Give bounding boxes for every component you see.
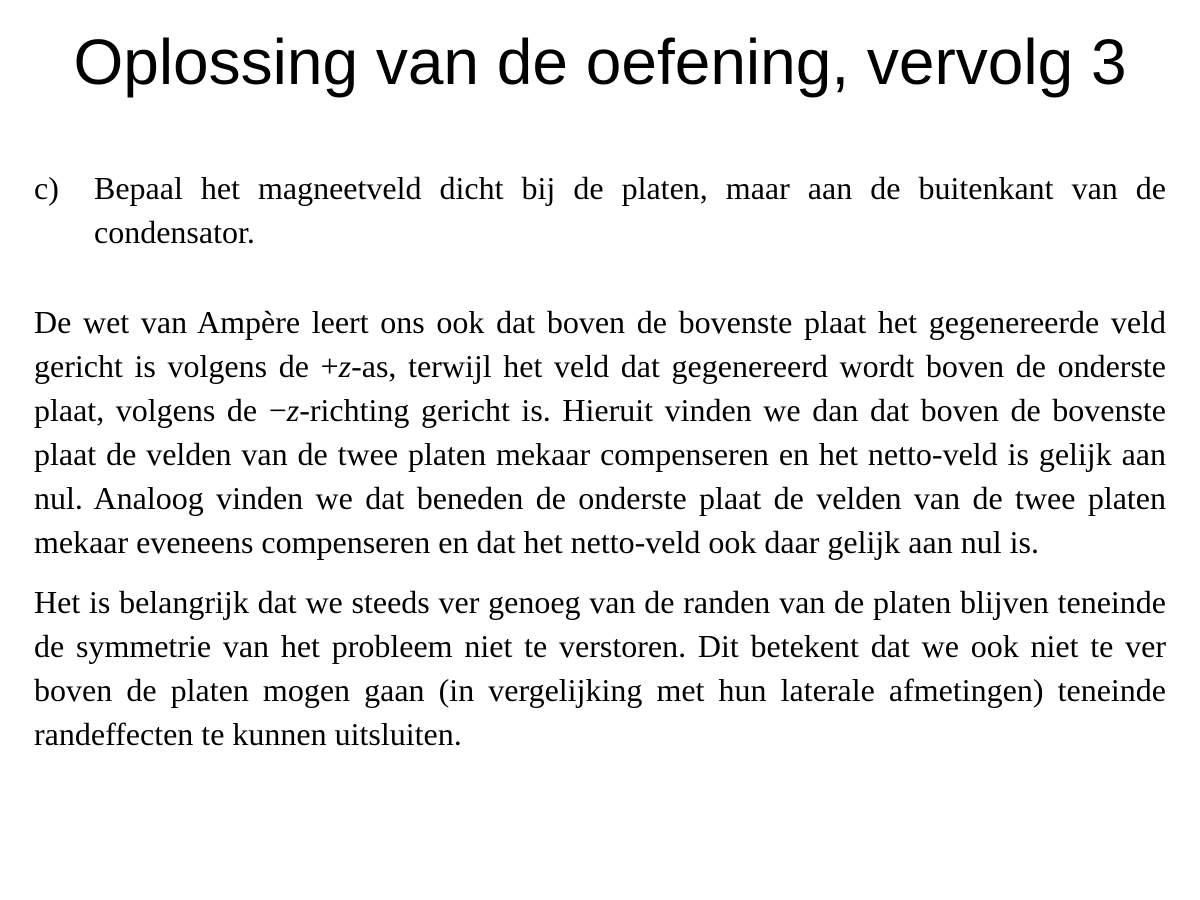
slide-body [34, 166, 1166, 756]
answer-paragraph-2: Het is belangrijk dat we steeds ver genoeg van de randen van de platen blijven teneinde de symmetrie van het probleem niet te verstoren. Dit betekent dat we ook niet te ver boven de platen mogen gaan (in vergelijking met hun laterale afmetingen) teneinde randeffecten te kunnen uitsluiten. [34, 584, 1166, 752]
answer-paragraph-1 [34, 300, 1166, 564]
question-c [34, 166, 1166, 254]
z-variable: z [338, 348, 352, 384]
question-text: Bepaal het magneetveld dicht bij de platen, maar aan de buitenkant van de condensator. [94, 170, 1166, 250]
z-variable: z [286, 392, 300, 428]
paragraph-1-part-a: De wet van Ampère leert ons ook dat boven de bovenste plaat het gegenereerde veld gericht is volgens de + [34, 304, 1166, 384]
question-label: c) [34, 170, 59, 206]
paragraph-1-part-c: -richting gericht is. Hieruit vinden we dan dat boven de bovenste plaat de velden van de twee platen mekaar compenseren en het netto-veld is gelijk aan nul. Analoog vinden we dat beneden de onderste plaat de velden van de twee platen mekaar eveneens compenseren en dat het netto-veld ook daar gelijk aan nul is. [34, 392, 1167, 560]
page-title: Oplossing van de oefening, vervolg 3 [73, 26, 1127, 98]
paragraph-1-part-b: -as, terwijl het veld dat gegenereerd wordt boven de onderste plaat, volgens de − [34, 348, 1167, 428]
